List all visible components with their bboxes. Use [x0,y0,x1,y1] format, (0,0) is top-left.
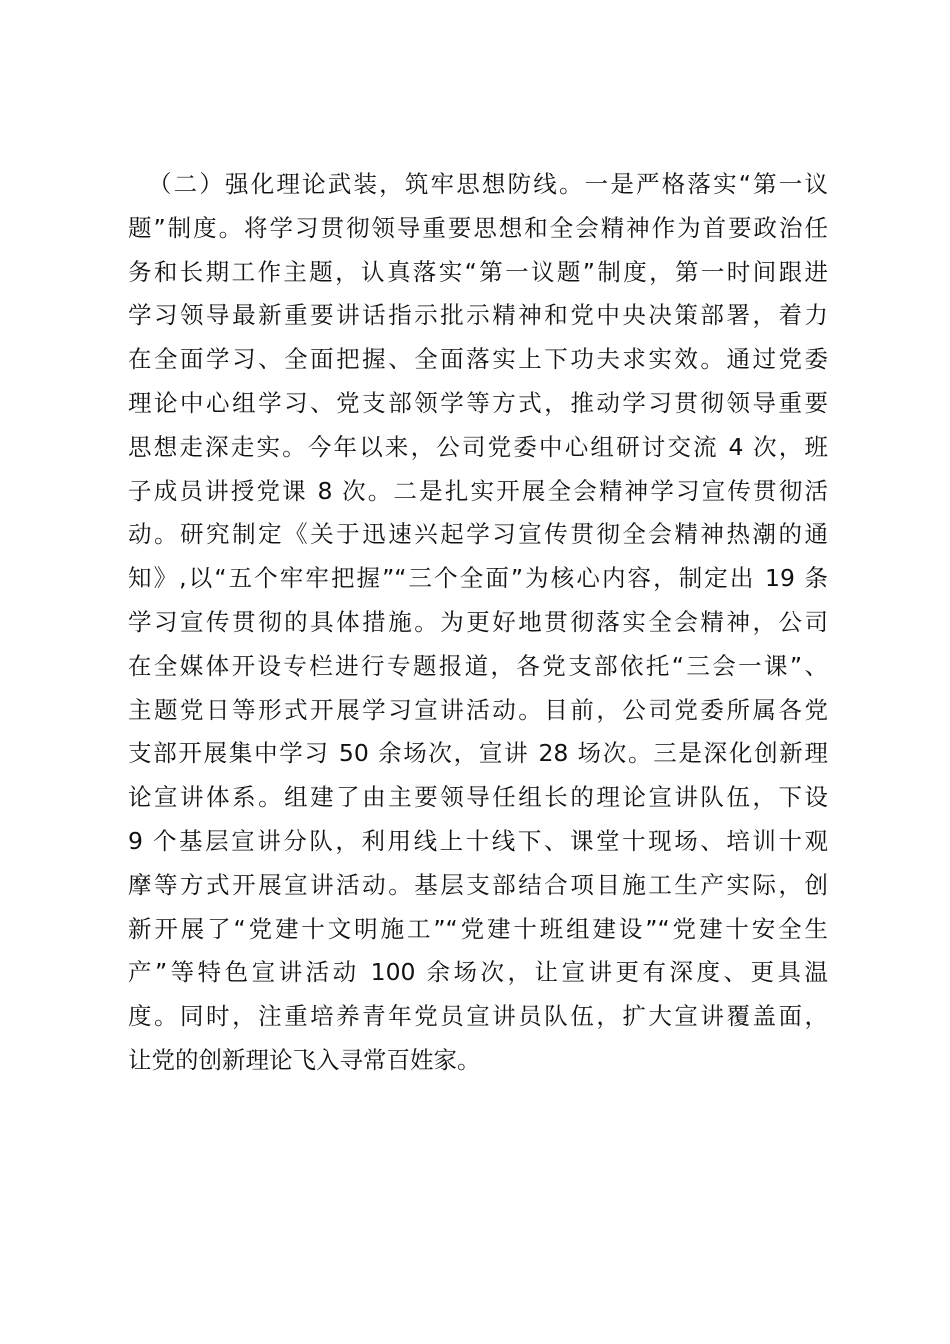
paragraph-line: 产”等特色宣讲活动 100 余场次，让宣讲更有深度、更具温 [128,958,828,987]
paragraph-line: 新开展了“党建十文明施工”“党建十班组建设”“党建十安全生 [128,914,828,943]
paragraph-line: 摩等方式开展宣讲活动。基层支部结合项目施工生产实际，创 [128,870,828,899]
paragraph-line: 理论中心组学习、党支部领学等方式，推动学习贯彻领导重要 [128,388,828,417]
paragraph-line: 让党的创新理论飞入寻常百姓家。 [128,1045,481,1074]
paragraph-line: 9 个基层宣讲分队，利用线上十线下、课堂十现场、培训十观 [128,826,828,855]
paragraph-line: 在全媒体开设专栏进行专题报道，各党支部依托“三会一课”、 [128,651,828,680]
paragraph-line: 子成员讲授党课 8 次。二是扎实开展全会精神学习宣传贯彻活 [128,476,828,505]
body-paragraph [128,163,828,1083]
paragraph-line: 支部开展集中学习 50 余场次，宣讲 28 场次。三是深化创新理 [128,739,828,768]
paragraph-line: （二）强化理论武装，筑牢思想防线。一是严格落实“第一议 [148,170,828,198]
paragraph-line: 论宣讲体系。组建了由主要领导任组长的理论宣讲队伍，下设 [128,783,828,812]
paragraph-line: 学习宣传贯彻的具体措施。为更好地贯彻落实全会精神，公司 [128,607,828,636]
paragraph-line: 动。研究制定《关于迅速兴起学习宣传贯彻全会精神热潮的通 [128,520,828,549]
paragraph-line: 度。同时，注重培养青年党员宣讲员队伍，扩大宣讲覆盖面， [128,1002,828,1031]
paragraph-line: 学习领导最新重要讲话指示批示精神和党中央决策部署，着力 [128,301,828,330]
paragraph-line: 务和长期工作主题，认真落实“第一议题”制度，第一时间跟进 [128,257,828,286]
paragraph-line: 主题党日等形式开展学习宣讲活动。目前，公司党委所属各党 [128,695,828,724]
paragraph-line: 知》,以“五个牢牢把握”“三个全面”为核心内容，制定出 19 条 [128,564,828,593]
paragraph-line: 思想走深走实。今年以来，公司党委中心组研讨交流 4 次，班 [128,432,828,461]
paragraph-line: 在全面学习、全面把握、全面落实上下功夫求实效。通过党委 [128,345,828,374]
paragraph-line: 题”制度。将学习贯彻领导重要思想和全会精神作为首要政治任 [128,213,828,242]
